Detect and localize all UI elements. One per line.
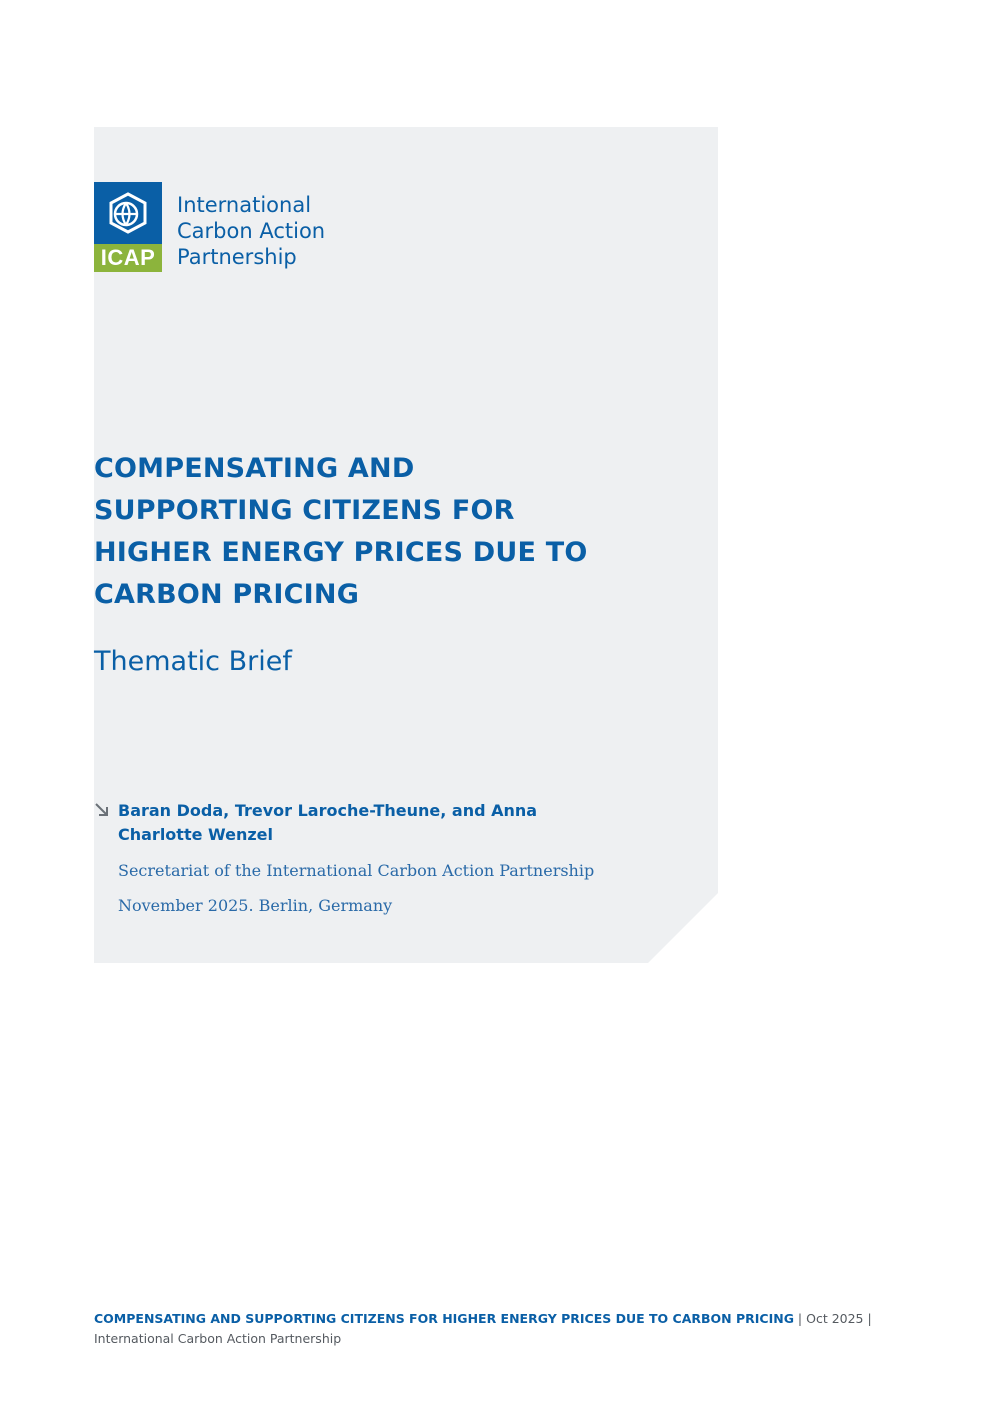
logo-name [177,192,325,270]
footer-line-1 [94,1309,872,1329]
title-line: COMPENSATING AND [94,453,415,484]
title-line: CARBON PRICING [94,579,360,610]
authors-line: Baran Doda, Trevor Laroche-Theune, and Anna [118,801,538,820]
document-subtitle: Thematic Brief [94,646,292,677]
logo-acronym: ICAP [94,244,162,272]
footer-meta: | Oct 2025 | [793,1311,872,1326]
title-line: HIGHER ENERGY PRICES DUE TO [94,537,588,568]
icap-logo [94,182,325,272]
logo-name-line: Partnership [177,245,297,269]
authors [118,799,537,847]
footer-title: COMPENSATING AND SUPPORTING CITIZENS FOR HIGHER ENERGY PRICES DUE TO CARBON PRICING [94,1311,794,1326]
authors-line: Charlotte Wenzel [118,825,273,844]
date-place: November 2025. Berlin, Germany [118,896,393,915]
logo-name-line: Carbon Action [177,219,326,243]
title-line: SUPPORTING CITIZENS FOR [94,495,515,526]
affiliation: Secretariat of the International Carbon Action Partnership [118,861,595,880]
document-title [94,448,634,616]
arrow-down-right-icon [94,802,110,818]
globe-hexagon-icon [94,182,162,244]
logo-name-line: International [177,193,312,217]
page-footer [94,1309,872,1349]
footer-org: International Carbon Action Partnership [94,1331,342,1346]
logo-mark [94,182,162,272]
